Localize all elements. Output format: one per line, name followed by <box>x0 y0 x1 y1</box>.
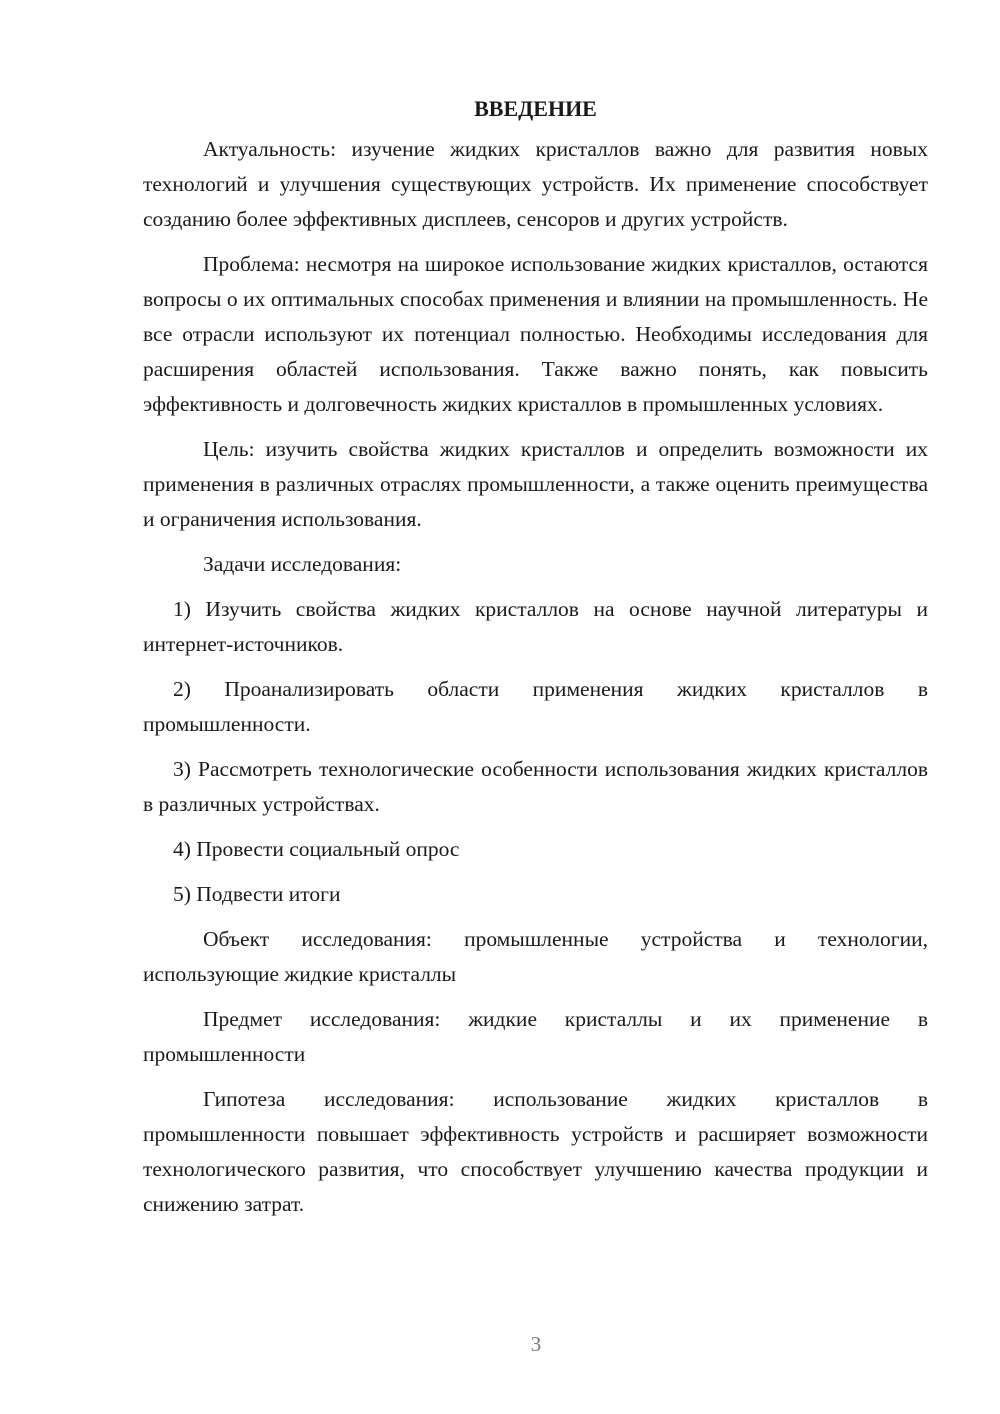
paragraph-hypothesis: Гипотеза исследования: использование жидких кристаллов в промышленности повышает эффективность устройств и расширяет возможности технологического развития, что способствует улучшению качества продукции и снижению затрат. <box>143 1087 928 1216</box>
paragraph-object: Объект исследования: промышленные устройства и технологии, использующие жидкие кристаллы <box>143 927 928 986</box>
paragraph-tasks-heading: Задачи исследования: <box>203 552 402 576</box>
task-item-4: 4) Провести социальный опрос <box>173 837 460 861</box>
paragraph-goal: Цель: изучить свойства жидких кристаллов и определить возможности их применения в различных отраслях промышленности, а также оценить преимущества и ограничения использования. <box>143 437 928 531</box>
task-item-3: 3) Рассмотреть технологические особенности использования жидких кристаллов в различных устройствах. <box>143 757 928 816</box>
paragraph-relevance: Актуальность: изучение жидких кристаллов важно для развития новых технологий и улучшения существующих устройств. Их применение способствует созданию более эффективных дисплеев, сенсоров и других устройств. <box>143 137 928 231</box>
paragraph-problem: Проблема: несмотря на широкое использование жидких кристаллов, остаются вопросы о их оптимальных способах применения и влиянии на промышленность. Не все отрасли используют их потенциал полностью. Необходимы исследования для расширения областей использования. Также важно понять, как повысить эффективность и долговечность жидких кристаллов в промышленных условиях. <box>143 252 928 416</box>
paragraph-subject: Предмет исследования: жидкие кристаллы и их применение в промышленности <box>143 1007 928 1066</box>
task-item-2: 2) Проанализировать области применения жидких кристаллов в промышленности. <box>143 677 928 736</box>
task-item-5: 5) Подвести итоги <box>173 882 341 906</box>
section-title: ВВЕДЕНИЕ <box>474 96 597 121</box>
document-page <box>143 92 928 1232</box>
task-item-1: 1) Изучить свойства жидких кристаллов на основе научной литературы и интернет-источников. <box>143 597 928 656</box>
page-number: 3 <box>530 1332 542 1356</box>
